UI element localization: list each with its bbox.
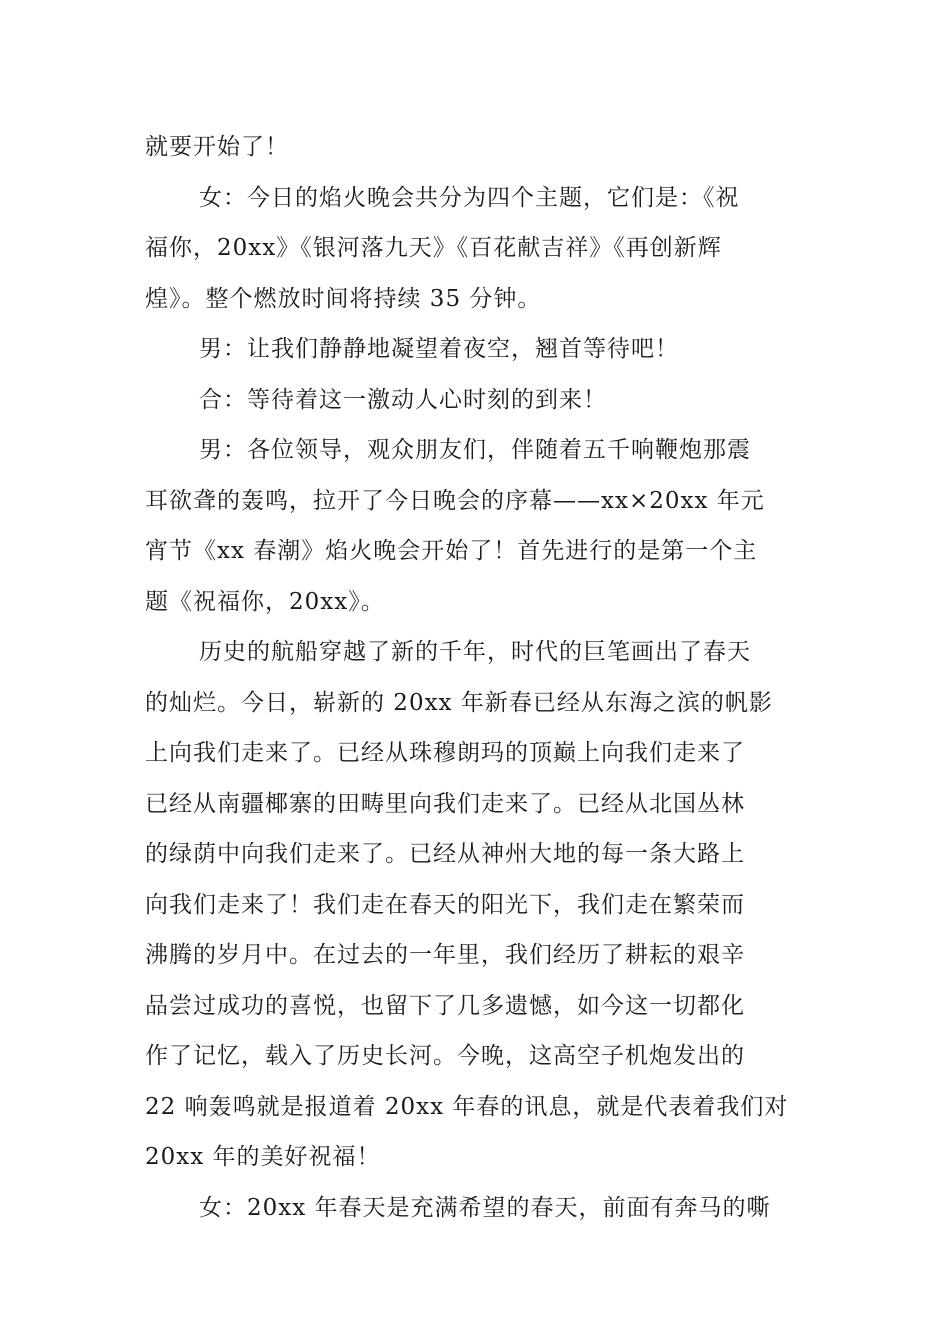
text-line: 女：20xx 年春天是充满希望的春天，前面有奔马的嘶 [199, 1194, 771, 1221]
document-body [145, 122, 810, 1233]
text-line: 耳欲聋的轰鸣，拉开了今日晚会的序幕——xx×20xx 年元 [145, 487, 765, 514]
text-line: 历史的航船穿越了新的千年，时代的巨笔画出了春天 [199, 639, 751, 665]
text-line: 向我们走来了！我们走在春天的阳光下，我们走在繁荣而 [145, 891, 745, 918]
text-line: 20xx 年的美好祝福！ [145, 1144, 381, 1170]
text-line: 的绿荫中向我们走来了。已经从神州大地的每一条大路上 [145, 841, 745, 867]
text-line: 作了记忆，载入了历史长河。今晚，这高空子机炮发出的 [145, 1043, 745, 1069]
text-line: 合：等待着这一激动人心时刻的到来！ [199, 386, 607, 413]
text-line: 就要开始了！ [145, 134, 289, 160]
text-line: 上向我们走来了。已经从珠穆朗玛的顶巅上向我们走来了 [145, 740, 745, 766]
text-line: 的灿烂。今日，崭新的 20xx 年新春已经从东海之滨的帆影 [145, 689, 773, 716]
text-line: 品尝过成功的喜悦，也留下了几多遗憾，如今这一切都化 [145, 992, 745, 1019]
text-line: 女：今日的焰火晚会共分为四个主题，它们是：《祝 [199, 184, 740, 211]
text-line: 福你，20xx》《银河落九天》《百花献吉祥》《再创新辉 [145, 235, 722, 261]
text-line: 22 响轰鸣就是报道着 20xx 年春的讯息，就是代表着我们对 [145, 1093, 789, 1120]
text-line: 男：各位领导，观众朋友们，伴随着五千响鞭炮那震 [199, 437, 751, 463]
text-line: 煌》。整个燃放时间将持续 35 分钟。 [145, 285, 542, 312]
text-line: 宵节《xx 春潮》焰火晚会开始了！首先进行的是第一个主 [145, 538, 758, 564]
text-line: 已经从南疆椰寨的田畴里向我们走来了。已经从北国丛林 [145, 790, 745, 817]
text-line: 男：让我们静静地凝望着夜空，翘首等待吧！ [199, 336, 679, 362]
text-line: 沸腾的岁月中。在过去的一年里，我们经历了耕耘的艰辛 [145, 942, 745, 968]
text-line: 题《祝福你，20xx》。 [145, 588, 385, 615]
